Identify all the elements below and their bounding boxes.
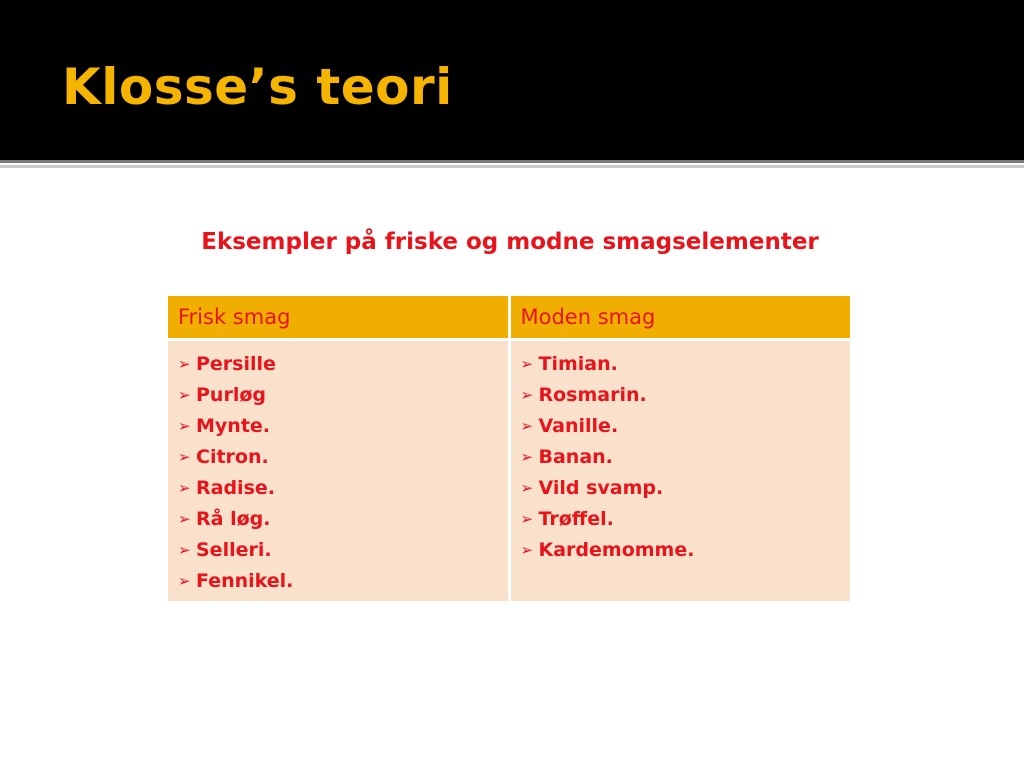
list-item xyxy=(178,473,498,504)
arrow-bullet-icon: ➢ xyxy=(520,479,534,497)
list-item xyxy=(521,442,841,473)
moden-smag-list xyxy=(521,349,841,566)
list-item-label: Kardemomme. xyxy=(538,539,695,561)
arrow-bullet-icon: ➢ xyxy=(520,541,534,559)
list-item xyxy=(178,566,498,597)
arrow-bullet-icon: ➢ xyxy=(178,572,191,590)
list-item xyxy=(178,442,498,473)
list-item-label: Trøffel. xyxy=(538,508,614,530)
list-item-label: Selleri. xyxy=(196,539,272,561)
arrow-bullet-icon: ➢ xyxy=(520,355,534,373)
arrow-bullet-icon: ➢ xyxy=(520,510,534,528)
title-divider xyxy=(0,160,1024,163)
list-item-label: Vanille. xyxy=(538,415,619,437)
header-frisk-smag: Frisk smag xyxy=(168,296,509,340)
list-item-label: Purløg xyxy=(196,384,266,406)
title-divider-secondary xyxy=(0,165,1024,168)
slide-title: Klosse’s teori xyxy=(62,58,453,116)
list-item-label: Timian. xyxy=(538,353,618,375)
title-bar xyxy=(0,0,1024,160)
frisk-smag-list xyxy=(178,349,498,597)
list-item-label: Banan. xyxy=(538,446,613,468)
arrow-bullet-icon: ➢ xyxy=(178,510,191,528)
frisk-smag-cell xyxy=(168,340,509,602)
arrow-bullet-icon: ➢ xyxy=(520,448,534,466)
table-header-row xyxy=(168,296,850,340)
list-item-label: Persille xyxy=(196,353,276,375)
arrow-bullet-icon: ➢ xyxy=(178,479,191,497)
moden-smag-cell xyxy=(509,340,850,602)
list-item xyxy=(521,473,841,504)
arrow-bullet-icon: ➢ xyxy=(520,417,534,435)
list-item-label: Citron. xyxy=(196,446,269,468)
flavor-table xyxy=(168,296,850,601)
list-item-label: Mynte. xyxy=(196,415,271,437)
list-item xyxy=(178,411,498,442)
arrow-bullet-icon: ➢ xyxy=(520,386,534,404)
list-item xyxy=(178,349,498,380)
table-row xyxy=(168,340,850,602)
slide-subtitle: Eksempler på friske og modne smagselementer xyxy=(201,229,819,255)
arrow-bullet-icon: ➢ xyxy=(178,448,191,466)
list-item xyxy=(178,535,498,566)
list-item xyxy=(521,349,841,380)
list-item xyxy=(178,504,498,535)
list-item-label: Rå løg. xyxy=(196,508,271,530)
arrow-bullet-icon: ➢ xyxy=(178,541,191,559)
list-item xyxy=(521,411,841,442)
list-item-label: Radise. xyxy=(196,477,275,499)
list-item-label: Rosmarin. xyxy=(538,384,647,406)
list-item-label: Vild svamp. xyxy=(538,477,664,499)
list-item xyxy=(521,380,841,411)
list-item xyxy=(178,380,498,411)
header-moden-smag: Moden smag xyxy=(509,296,850,340)
list-item-label: Fennikel. xyxy=(196,570,294,592)
arrow-bullet-icon: ➢ xyxy=(178,355,191,373)
arrow-bullet-icon: ➢ xyxy=(178,386,191,404)
list-item xyxy=(521,535,841,566)
list-item xyxy=(521,504,841,535)
arrow-bullet-icon: ➢ xyxy=(178,417,191,435)
